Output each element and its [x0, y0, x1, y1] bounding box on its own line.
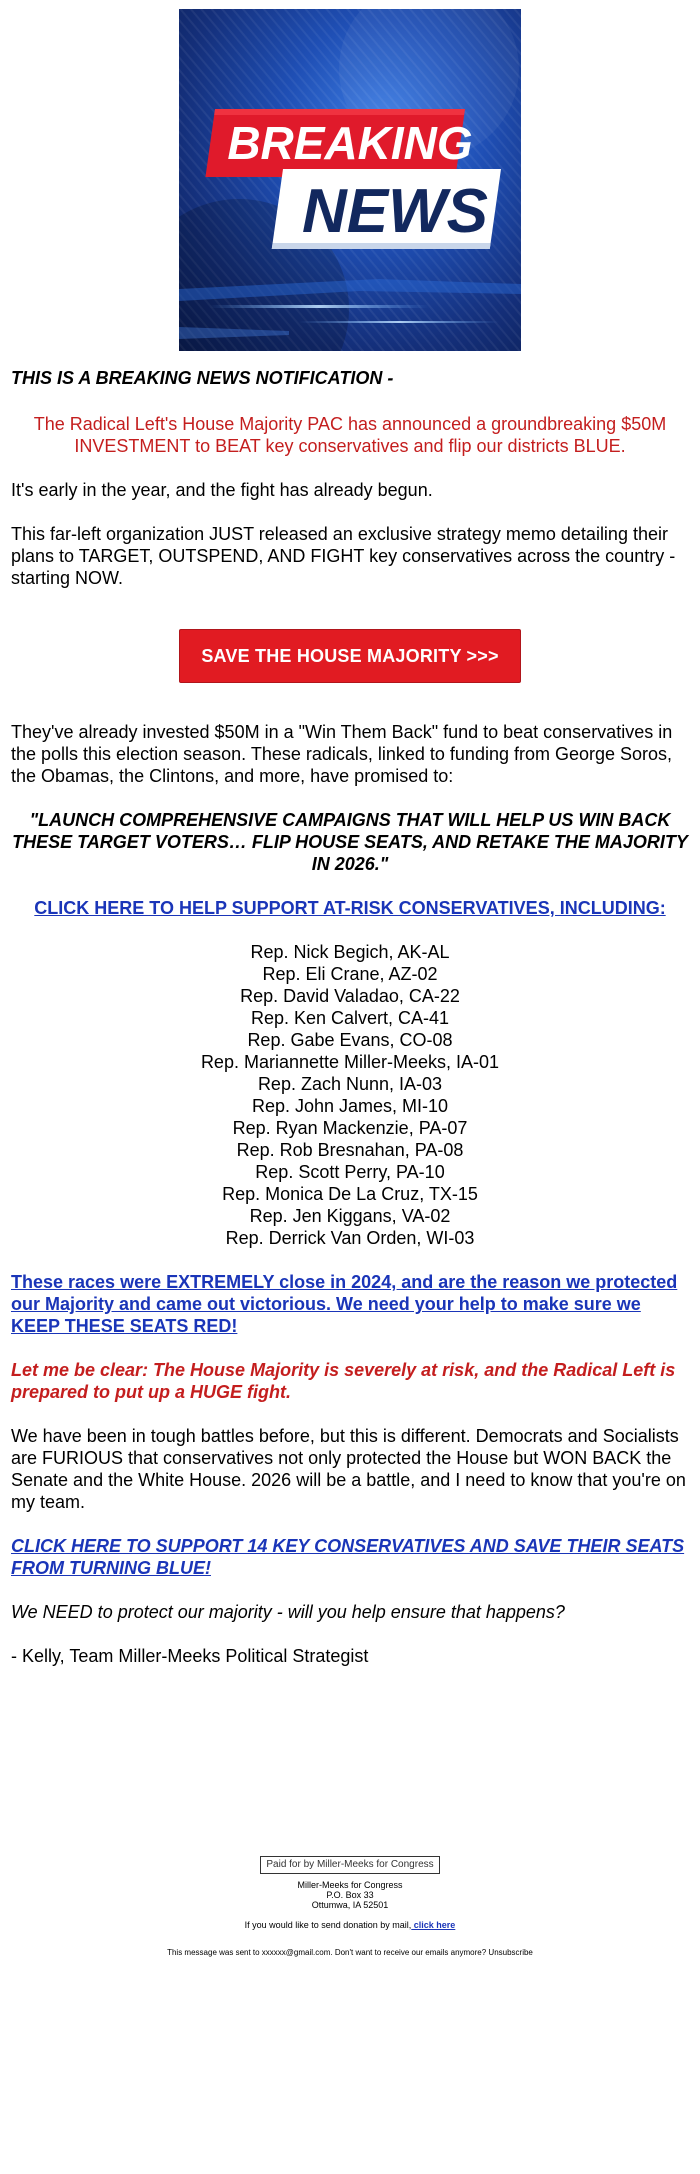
email-body — [0, 367, 700, 1667]
breaking-headline: THIS IS A BREAKING NEWS NOTIFICATION - — [11, 368, 394, 388]
hero-section — [0, 0, 700, 353]
donate-by-mail — [0, 1920, 700, 1930]
donate-prefix: If you would like to send donation by mail, — [244, 1920, 412, 1930]
list-item: Rep. Ryan Mackenzie, PA-07 — [232, 1118, 468, 1138]
support-at-risk-link[interactable]: CLICK HERE TO HELP SUPPORT AT-RISK CONSERVATIVES, INCLUDING: — [34, 898, 666, 918]
mailing-address — [0, 1880, 700, 1910]
list-item: Rep. Monica De La Cruz, TX-15 — [222, 1184, 478, 1204]
list-item: Rep. Gabe Evans, CO-08 — [247, 1030, 453, 1050]
save-house-majority-button[interactable]: SAVE THE HOUSE MAJORITY >>> — [179, 629, 521, 683]
rep-list — [11, 941, 689, 1249]
breaking-news-image — [179, 9, 521, 351]
list-item: Rep. Eli Crane, AZ-02 — [262, 964, 438, 984]
list-item: Rep. Nick Begich, AK-AL — [250, 942, 450, 962]
po-box: P.O. Box 33 — [326, 1890, 374, 1900]
body-paragraph-4: We have been in tough battles before, but this is different. Democrats and Socialists are FURIOUS that conservatives not only protected the House but WON BACK the Senate and the White House. 2026 will be a battle, and I need to know that you're on my team. — [11, 1426, 686, 1512]
keep-seats-red-link[interactable]: These races were EXTREMELY close in 2024, and are the reason we protected our Majority and came out victorious. We need your help to make sure we KEEP THESE SEATS RED! — [11, 1272, 678, 1336]
org-name: Miller-Meeks for Congress — [297, 1880, 403, 1890]
support-14-conservatives-link[interactable]: CLICK HERE TO SUPPORT 14 KEY CONSERVATIVES AND SAVE THEIR SEATS FROM TURNING BLUE! — [11, 1536, 685, 1578]
list-item: Rep. Zach Nunn, IA-03 — [257, 1074, 443, 1094]
list-item: Rep. Rob Bresnahan, PA-08 — [236, 1140, 464, 1160]
breaking-text: BREAKING — [227, 117, 473, 169]
breaking-news-graphic — [179, 9, 521, 351]
list-item: Rep. Ken Calvert, CA-41 — [250, 1008, 450, 1028]
news-text: NEWS — [302, 177, 488, 246]
closing-question: We NEED to protect our majority - will you help ensure that happens? — [11, 1602, 565, 1622]
signature: - Kelly, Team Miller-Meeks Political Strategist — [11, 1646, 369, 1666]
list-item: Rep. Derrick Van Orden, WI-03 — [225, 1228, 475, 1248]
pac-announcement: The Radical Left's House Majority PAC has announced a groundbreaking $50M INVESTMENT to BEAT key conservatives and flip our districts BLUE. — [33, 414, 667, 456]
city-state-zip: Ottumwa, IA 52501 — [311, 1900, 389, 1910]
list-item: Rep. David Valadao, CA-22 — [240, 986, 460, 1006]
intro-paragraph-2: This far-left organization JUST released an exclusive strategy memo detailing their plans to TARGET, OUTSPEND, AND FIGHT key conservatives across the country - starting NOW. — [11, 524, 676, 588]
campaign-quote: "LAUNCH COMPREHENSIVE CAMPAIGNS THAT WILL HELP US WIN BACK THESE TARGET VOTERS… FLIP HOUSE SEATS, AND RETAKE THE MAJORITY IN 2026." — [12, 810, 688, 874]
list-item: Rep. Jen Kiggans, VA-02 — [249, 1206, 451, 1226]
email-footer — [0, 1856, 700, 1958]
majority-warning: Let me be clear: The House Majority is severely at risk, and the Radical Left is prepared to put up a HUGE fight. — [11, 1360, 676, 1402]
donate-click-here-link[interactable]: click here — [411, 1920, 456, 1930]
intro-paragraph-1: It's early in the year, and the fight has already begun. — [11, 480, 433, 500]
body-paragraph-3: They've already invested $50M in a "Win Them Back" fund to beat conservatives in the polls this election season. These radicals, linked to funding from George Soros, the Obamas, the Clintons, and more, have promised to: — [11, 722, 673, 786]
list-item: Rep. Mariannette Miller-Meeks, IA-01 — [200, 1052, 500, 1072]
unsubscribe-notice: This message was sent to xxxxxx@gmail.com. Don't want to receive our emails anymore? Unsubscribe — [167, 1948, 533, 1957]
paid-for-disclaimer: Paid for by Miller-Meeks for Congress — [260, 1856, 439, 1874]
list-item: Rep. John James, MI-10 — [251, 1096, 449, 1116]
list-item: Rep. Scott Perry, PA-10 — [255, 1162, 445, 1182]
